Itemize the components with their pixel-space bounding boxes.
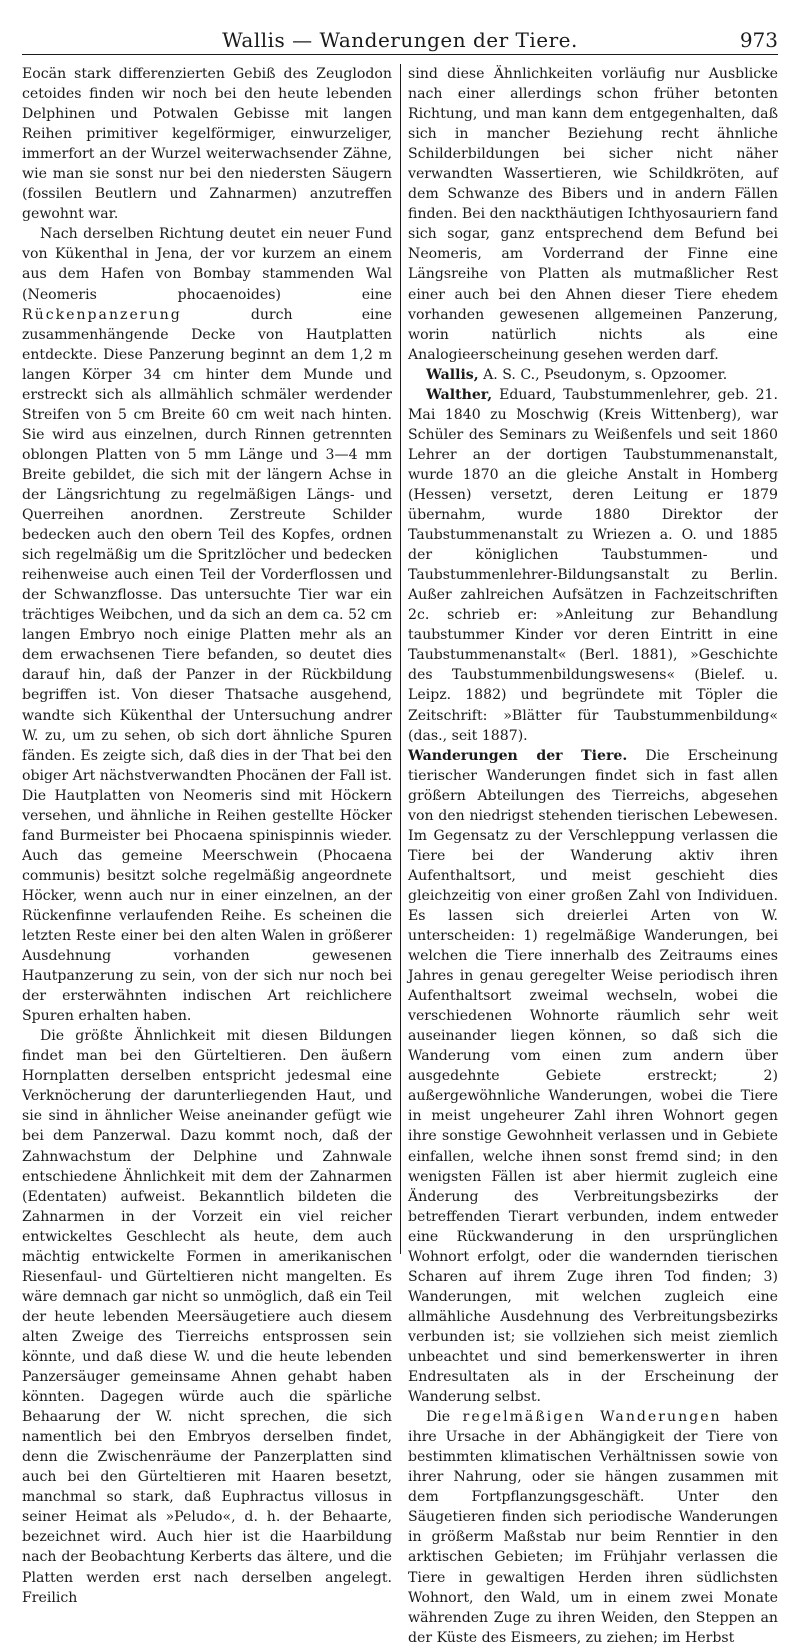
entry-headword: Walther, xyxy=(426,386,493,403)
emphasized-term: Rückenpanzerung xyxy=(22,306,182,323)
entry-text: Eduard, Taubstummenlehrer, geb. 21. Mai 1840 zu Moschwig (Kreis Wittenberg), war Schüler des Seminars zu Weißenfels und seit 1860 Lehrer an der dortigen Taubstummenanstalt, wurde 1870 an die gleiche Anstalt in Homberg (Hessen) versetzt, deren Leitung er 1879 übernahm, wurde 1880 Direktor der Taubstummenanstalt zu Wriezen a. O. und 1885 der königlichen Taubstummen- und Taubstummenlehrer-Bildungsanstalt zu Berlin. Außer zahlreichen Aufsätzen in Fachzeitschriften 2c. schrieb er: »Anleitung zur Behandlung taubstummer Kinder vor deren Eintritt in eine Taubstummenanstalt« (Berl. 1881), »Geschichte des Taubstummenbildungswesens« (Bielef. u. Leipz. 1882) und begründete mit Töpler die Zeitschrift: »Blätter für Taubstummenbildung« (das., seit 1887). xyxy=(408,386,778,744)
paragraph-text: haben ihre Ursache in der Abhängigkeit der Tiere von bestimmten klimatischen Verhältnissen sowie von ihrer Nahrung, oder sie hängen zusammen mit dem Fortpflanzungsgeschäft. Unter den Säugetieren finden sich periodische Wanderungen in größerm Maßstab nur beim Renntier in den arktischen Gebieten; im Frühjahr verlassen die Tiere in gewaltigen Herden ihren südlichsten Wohnort, den Wald, um in einem zwei Monate währenden Zuge zu ihren Weiden, den Steppen an der Küste des Eismeers, zu ziehen; im Herbst xyxy=(408,1409,778,1646)
entry-text: A. S. C., Pseudonym, s. Opzoomer. xyxy=(478,366,728,383)
paragraph-text: Die xyxy=(426,1409,463,1426)
text-columns xyxy=(22,64,778,1646)
paragraph-text: durch eine zusammenhängende Decke von Hautplatten entdeckte. Diese Panzerung beginnt an dem 1,2 m langen Körper 34 cm hinter dem Munde und erstreckt sich als allmählich schmäler werdender Streifen von 5 cm Breite 60 cm weit nach hinten. Sie wird aus einzelnen, durch Rinnen getrennten oblongen Platten von 5 mm Länge und 3—4 mm Breite gebildet, die sich mit der längern Achse in der Längsrichtung zu regelmäßigen Längs- und Querreihen anordnen. Zerstreute Schilder bedecken auch den obern Teil des Kopfes, ordnen sich regelmäßig um die Spritzlöcher und bedecken reihenweise auch einen Teil der Vorderflossen und der Schwanzflosse. Das untersuchte Tier war ein trächtiges Weibchen, und da sich an dem ca. 52 cm langen Embryo noch einige Platten mehr als an dem erwachsenen Tiere befanden, so deutet dies darauf hin, daß der Panzer in der Rückbildung begriffen ist. Von dieser Thatsache ausgehend, wandte sich Kükenthal der Untersuchung andrer W. zu, um zu sehen, ob sich dort ähnliche Spuren fänden. Es zeigte sich, daß dies in der That bei den obiger Art nächstverwandten Phocänen der Fall ist. Die Hautplatten von Neomeris sind mit Höckern versehen, und ähnliche in Reihen gestellte Höcker fand Burmeister bei Phocaena spinispinnis wieder. Auch das gemeine Meerschwein (Phocaena communis) besitzt solche regelmäßig angeordnete Höcker, wenn auch nur in einer einzelnen, an der Rückenfinne verlaufenden Reihe. Es scheinen die letzten Reste einer bei den alten Walen in größerer Ausdehnung vorhanden gewesenen Hautpanzerung zu sein, von der sich nur noch bei der ersterwähnten indischen Art reichlichere Spuren erhalten haben. xyxy=(22,306,392,1025)
left-column xyxy=(22,64,392,1606)
paragraph-regelmaessige-wanderungen xyxy=(408,1407,778,1648)
paragraph-text: Nach derselben Richtung deutet ein neuer Fund von Kükenthal in Jena, der vor kurzem an einem aus dem Hafen von Bombay stammenden Wal (Neomeris phocaenoides) eine xyxy=(22,226,392,303)
page-header xyxy=(22,24,778,55)
entry-headword: Wanderungen der Tiere. xyxy=(408,747,628,764)
paragraph-guerteltiere: Die größte Ähnlichkeit mit diesen Bildungen findet man bei den Gürteltieren. Den äußern Hornplatten derselben entspricht jedesmal eine Verknöcherung der darunterliegenden Haut, und sie sind in ähnlicher Weise aneinander gefügt wie bei dem Panzerwal. Dazu kommt noch, daß der Zahnwachstum der Delphine und Zahnwale entschiedene Ähnlichkeit mit dem der Zahnarmen (Edentaten) aufweist. Bekanntlich bildeten die Zahnarmen in der Vorzeit ein viel reicher entwickeltes Geschlecht als heute, dem auch mächtig entwickelte Formen in amerikanischen Riesenfaul- und Gürteltieren nicht mangelten. Es wäre demnach gar nicht so unmöglich, daß ein Teil der heute lebenden Meersäugetiere auch diesem alten Zweige des Tierreichs entsprossen sein könnte, und daß diese W. und die heute lebenden Panzersäuger gemeinsame Ahnen gehabt haben könnten. Dagegen würde auch die spärliche Behaarung der W. nicht sprechen, die sich namentlich bei den Embryos derselben findet, denn die Zwischenräume der Panzerplatten sind auch bei den Gürteltieren mit Haaren besetzt, manchmal so stark, daß Euphractus villosus in seiner Heimat als »Peludo«, d. h. der Behaarte, bezeichnet wird. Auch hier ist die Haarbildung nach der Beobachtung Kerberts das ältere, und die Platten werden erst nach derselben angelegt. Freilich xyxy=(22,1028,392,1606)
paragraph-continuation: Eocän stark differenzierten Gebiß des Zeuglodon cetoides finden wir noch bei den heute lebenden Delphinen und Potwalen Gebisse mit langen Reihen primitiver kegelförmiger, einwurzeliger, immerfort an der Wurzel weiterwachsender Zähne, wie man sie sonst nur bei den niedersten Säugern (fossilen Beutlern und Zahnarmen) anzutreffen gewohnt war. xyxy=(22,66,392,223)
emphasized-term: regelmäßigen Wanderungen xyxy=(462,1409,722,1426)
entry-headword: Wallis, xyxy=(426,366,479,383)
entry-wanderungen xyxy=(408,746,778,1408)
paragraph-continuation: sind diese Ähnlichkeiten vorläufig nur Ausblicke nach einer allerdings schon früher betonten Richtung, und man kann dem entgegenhalten, daß sich in mancher Beziehung recht ähnliche Schilderbildungen bei sicher nicht näher verwandten Wassertieren, wie Schildkröten, auf dem Schwanze des Bibers und in andern Fällen finden. Bei den nackthäutigen Ichthyosauriern fand sich sogar, ganz entsprechend dem Befund bei Neomeris, am Vorderrand der Finne eine Längsreihe von Platten als mutmaßlicher Rest einer auch bei den Ahnen dieser Tiere ehedem vorhanden gewesenen allgemeinen Panzerung, worin natürlich nichts als eine Analogieerscheinung gesehen werden darf. xyxy=(408,66,778,363)
entry-text: Die Erscheinung tierischer Wanderungen findet sich in fast allen größern Abteilungen des Tierreichs, abgesehen von den niedrigst stehenden tierischen Lebewesen. Im Gegensatz zu der Verschleppung verlassen die Tiere bei der Wanderung aktiv ihren Aufenthaltsort, und meist geschieht dies gleichzeitig von einer großen Zahl von Individuen. Es lassen sich dreierlei Arten von W. unterscheiden: 1) regelmäßige Wanderungen, bei welchen die Tiere innerhalb des Zeitraums eines Jahres in genau geregelter Weise periodisch ihren Aufenthaltsort zweimal wechseln, wobei die verschiedenen Wohnorte räumlich sehr weit auseinander liegen können, so daß sich die Wanderung vom einen zum andern über ausgedehnte Gebiete erstreckt; 2) außergewöhnliche Wanderungen, wobei die Tiere in meist ungeheurer Zahl ihren Wohnort gegen ihre sonstige Gewohnheit verlassen und in Gebiete einfallen, welche ihnen sonst fremd sind; in den wenigsten Fällen ist aber hiermit zugleich eine Änderung des Verbreitungsbezirks der betreffenden Tierart verbunden, indem entweder eine Rückwanderung in den ursprünglichen Wohnort erfolgt, oder die wandernden tierischen Scharen auf ihrem Zuge ihren Tod finden; 3) Wanderungen, mit welchen zugleich eine allmähliche Ausdehnung des Verbreitungsbezirks verbunden ist; sie vollziehen sich meist ziemlich unbeachtet und sind bemerkenswerter in ihren Endresultaten als in der Erscheinung der Wanderung selbst. xyxy=(408,747,778,1406)
entry-wallis xyxy=(408,365,778,385)
page-number: 973 xyxy=(739,28,778,52)
running-head: Wallis — Wanderungen der Tiere. xyxy=(222,28,578,52)
entry-walther xyxy=(408,385,778,746)
paragraph-panzerwal xyxy=(22,224,392,1026)
right-column xyxy=(408,64,778,1646)
column-divider xyxy=(400,64,401,1254)
